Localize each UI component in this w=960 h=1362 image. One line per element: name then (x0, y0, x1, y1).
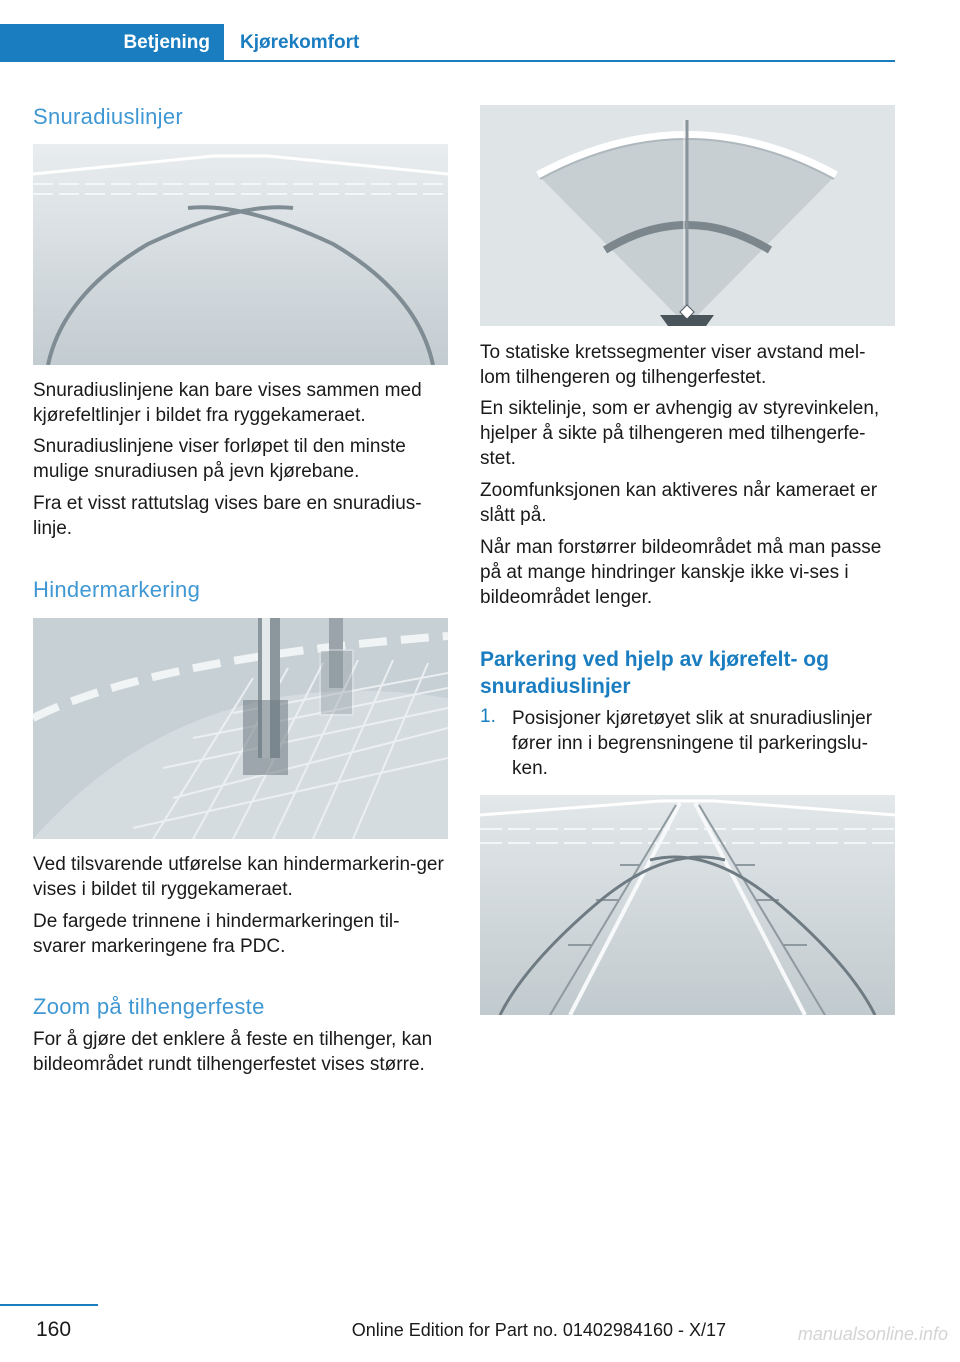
figure-obstacle-marking (33, 618, 448, 839)
page-number-rule (0, 1304, 98, 1306)
para-snuradius-2: Snuradiuslinjene viser forløpet til den minste mulige snuradiusen på jevn kjørebane. (33, 436, 406, 482)
watermark: manualsonline.info (797, 1324, 948, 1344)
figure-trailer-zoom (480, 105, 895, 326)
para-trailer-1: To statiske kretssegmenter viser avstand mel-lom tilhengeren og tilhengerfestet. (480, 342, 866, 388)
page-number: 160 (36, 1318, 72, 1341)
step-number: 1. (480, 706, 496, 727)
heading-hindermarkering: Hindermarkering (33, 577, 201, 602)
para-snuradius-1: Snuradiuslinjene kan bare vises sammen med kjørefeltlinjer i bildet fra ryggekameraet. (33, 380, 422, 426)
figure-parking-lines (480, 795, 895, 1015)
para-hinder-2: De fargede trinnene i hindermarkeringen til-svarer markeringene fra PDC. (33, 911, 400, 957)
heading-parkering: Parkering ved hjelp av kjørefelt- og snuradiuslinjer (480, 648, 829, 698)
heading-zoom: Zoom på tilhengerfeste (33, 994, 265, 1019)
figure-turning-radius-lines (33, 144, 448, 365)
tab-kjorekomfort[interactable]: Kjørekomfort (240, 32, 360, 53)
step-text: Posisjoner kjøretøyet slik at snuradiuslinjer fører inn i begrensningene til parkeringslu-ken. (512, 708, 873, 779)
footer-edition: Online Edition for Part no. 01402984160 - X/17 (351, 1320, 726, 1340)
para-trailer-4: Når man forstørrer bildeområdet må man passe på at mange hindringer kanskje ikke vi-ses i bildeområdet lenger. (480, 537, 882, 608)
para-hinder-1: Ved tilsvarende utførelse kan hindermarkerin-ger vises i bildet til ryggekameraet. (33, 854, 444, 900)
para-snuradius-3: Fra et visst rattutslag vises bare en snuradius-linje. (33, 493, 422, 539)
header-rule (0, 60, 895, 62)
para-trailer-2: En siktelinje, som er avhengig av styrevinkelen, hjelper å sikte på tilhengeren med tilhengerfe-stet. (480, 398, 880, 469)
tab-betjening[interactable]: Betjening (0, 24, 224, 62)
heading-snuradiuslinjer: Snuradiuslinjer (33, 104, 184, 129)
para-trailer-3: Zoomfunksjonen kan aktiveres når kameraet er slått på. (480, 480, 878, 526)
para-zoom-1: For å gjøre det enklere å feste en tilhenger, kan bildeområdet rundt tilhengerfestet vises større. (33, 1029, 433, 1075)
